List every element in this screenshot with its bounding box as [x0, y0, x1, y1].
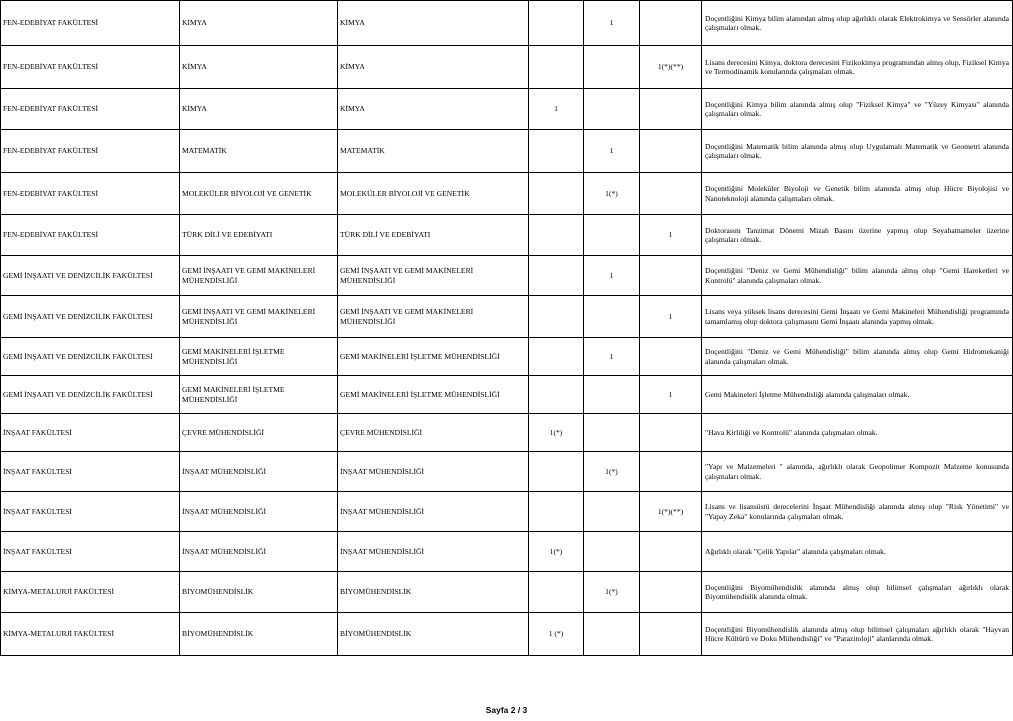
faculty-cell: İNŞAAT FAKÜLTESİ — [1, 414, 180, 452]
table-row — [1, 130, 1013, 173]
assistant-professor-count-cell — [640, 452, 702, 492]
faculty-cell: İNŞAAT FAKÜLTESİ — [1, 532, 180, 572]
professor-count-cell — [529, 376, 584, 414]
requirement-cell: Doçentliğini Kimya bilim alanında almış olup "Fiziksel Kimya" ve "Yüzey Kimyası" alanında çalışmaları olmak. — [702, 89, 1013, 130]
professor-count-cell — [529, 492, 584, 532]
requirement-cell: Doçentliğini Biyomühendislik alanında almış olup bilimsel çalışmaları ağırlıklı olarak "Hayvan Hücre Kültürü ve Doku Mühendisliği" ve "Parazitoloji" alanlarında olmak. — [702, 613, 1013, 656]
requirement-cell: Lisans veya yüksek lisans derecesini Gemi İnşaatı ve Gemi Makineleri Mühendisliği programında tamamlamış olup doktora çalışmasını Gemi İnşaatı alanında yapmış olmak. — [702, 296, 1013, 338]
faculty-cell: FEN-EDEBİYAT FAKÜLTESİ — [1, 46, 180, 89]
division-cell: GEMİ MAKİNELERİ İŞLETME MÜHENDİSLİĞİ — [338, 376, 529, 414]
associate-professor-count-cell — [584, 296, 640, 338]
associate-professor-count-cell: 1(*) — [584, 572, 640, 613]
associate-professor-count-cell: 1 — [584, 256, 640, 296]
assistant-professor-count-cell — [640, 532, 702, 572]
division-cell: GEMİ MAKİNELERİ İŞLETME MÜHENDİSLİĞİ — [338, 338, 529, 376]
division-cell: KİMYA — [338, 1, 529, 46]
professor-count-cell — [529, 296, 584, 338]
assistant-professor-count-cell — [640, 89, 702, 130]
division-cell: GEMİ İNŞAATI VE GEMİ MAKİNELERİ MÜHENDİSLİĞİ — [338, 256, 529, 296]
associate-professor-count-cell — [584, 613, 640, 656]
table-row — [1, 613, 1013, 656]
division-cell: İNŞAAT MÜHENDİSLİĞİ — [338, 532, 529, 572]
table-row — [1, 572, 1013, 613]
assistant-professor-count-cell — [640, 572, 702, 613]
assistant-professor-count-cell: 1 — [640, 296, 702, 338]
professor-count-cell — [529, 1, 584, 46]
division-cell: ÇEVRE MÜHENDİSLİĞİ — [338, 414, 529, 452]
requirement-cell: Lisans derecesini Kimya, doktora derecesini Fizikokimya programından almış olup, Fiziksel Kimya ve Termodinamik konularında çalışmaları olmak. — [702, 46, 1013, 89]
faculty-cell: GEMİ İNŞAATI VE DENİZCİLİK FAKÜLTESİ — [1, 376, 180, 414]
requirement-cell: Gemi Makineleri İşletme Mühendisliği alanında çalışmaları olmak. — [702, 376, 1013, 414]
department-cell: KİMYA — [180, 89, 338, 130]
requirement-cell: Doçentliğini Matematik bilim alanında almış olup Uygulamalı Matematik ve Geometri alanında çalışmaları olmak. — [702, 130, 1013, 173]
assistant-professor-count-cell — [640, 256, 702, 296]
page-number: Sayfa 2 / 3 — [485, 705, 528, 715]
professor-count-cell — [529, 338, 584, 376]
department-cell: KİMYA — [180, 46, 338, 89]
department-cell: GEMİ MAKİNELERİ İŞLETME MÜHENDİSLİĞİ — [180, 376, 338, 414]
assistant-professor-count-cell: 1 — [640, 215, 702, 256]
division-cell: İNŞAAT MÜHENDİSLİĞİ — [338, 452, 529, 492]
division-cell: KİMYA — [338, 89, 529, 130]
table-row — [1, 1, 1013, 46]
assistant-professor-count-cell — [640, 613, 702, 656]
table-row — [1, 89, 1013, 130]
table-row — [1, 532, 1013, 572]
faculty-cell: FEN-EDEBİYAT FAKÜLTESİ — [1, 130, 180, 173]
division-cell: İNŞAAT MÜHENDİSLİĞİ — [338, 492, 529, 532]
professor-count-cell: 1 — [529, 89, 584, 130]
professor-count-cell: 1 (*) — [529, 613, 584, 656]
requirement-cell: Ağırlıklı olarak "Çelik Yapılar" alanında çalışmaları olmak. — [702, 532, 1013, 572]
faculty-cell: İNŞAAT FAKÜLTESİ — [1, 452, 180, 492]
associate-professor-count-cell — [584, 532, 640, 572]
table-row — [1, 492, 1013, 532]
division-cell: TÜRK DİLİ VE EDEBİYATI — [338, 215, 529, 256]
requirement-cell: Doçentliğini Biyomühendislik alanında almış olup bilimsel çalışmaları ağırlıklı olarak Biyomühendislik alanında olmak. — [702, 572, 1013, 613]
faculty-cell: FEN-EDEBİYAT FAKÜLTESİ — [1, 1, 180, 46]
associate-professor-count-cell — [584, 215, 640, 256]
table-row — [1, 256, 1013, 296]
faculty-cell: GEMİ İNŞAATI VE DENİZCİLİK FAKÜLTESİ — [1, 338, 180, 376]
department-cell: BİYOMÜHENDİSLİK — [180, 613, 338, 656]
associate-professor-count-cell: 1(*) — [584, 173, 640, 215]
faculty-cell: FEN-EDEBİYAT FAKÜLTESİ — [1, 173, 180, 215]
associate-professor-count-cell: 1 — [584, 338, 640, 376]
requirement-cell: Doçentliğini "Deniz ve Gemi Mühendisliği" bilim alanında almış olup Gemi Hidromekaniği alanında çalışmaları olmak. — [702, 338, 1013, 376]
division-cell: BİYOMÜHENDİSLİK — [338, 572, 529, 613]
faculty-cell: İNŞAAT FAKÜLTESİ — [1, 492, 180, 532]
table-row — [1, 414, 1013, 452]
department-cell: BİYOMÜHENDİSLİK — [180, 572, 338, 613]
assistant-professor-count-cell — [640, 338, 702, 376]
faculty-cell: KİMYA-METALURJİ FAKÜLTESİ — [1, 613, 180, 656]
assistant-professor-count-cell: 1(*)(**) — [640, 46, 702, 89]
professor-count-cell — [529, 215, 584, 256]
table-row — [1, 46, 1013, 89]
faculty-cell: FEN-EDEBİYAT FAKÜLTESİ — [1, 215, 180, 256]
department-cell: İNŞAAT MÜHENDİSLİĞİ — [180, 452, 338, 492]
department-cell: KİMYA — [180, 1, 338, 46]
division-cell: GEMİ İNŞAATI VE GEMİ MAKİNELERİ MÜHENDİSLİĞİ — [338, 296, 529, 338]
professor-count-cell: 1(*) — [529, 532, 584, 572]
assistant-professor-count-cell — [640, 173, 702, 215]
table-row — [1, 376, 1013, 414]
associate-professor-count-cell — [584, 376, 640, 414]
requirement-cell: "Hava Kirliliği ve Kontrolü" alanında çalışmaları olmak. — [702, 414, 1013, 452]
department-cell: GEMİ İNŞAATI VE GEMİ MAKİNELERİ MÜHENDİSLİĞİ — [180, 256, 338, 296]
requirement-cell: Doktorasını Tanzimat Dönemi Mizah Basını üzerine yapmış olup Seyahatnameler üzerine çalışmaları olmak. — [702, 215, 1013, 256]
professor-count-cell — [529, 256, 584, 296]
division-cell: MATEMATİK — [338, 130, 529, 173]
division-cell: MOLEKÜLER BİYOLOJİ VE GENETİK — [338, 173, 529, 215]
associate-professor-count-cell: 1(*) — [584, 452, 640, 492]
department-cell: GEMİ İNŞAATI VE GEMİ MAKİNELERİ MÜHENDİSLİĞİ — [180, 296, 338, 338]
faculty-cell: GEMİ İNŞAATI VE DENİZCİLİK FAKÜLTESİ — [1, 256, 180, 296]
division-cell: BİYOMÜHENDİSLİK — [338, 613, 529, 656]
division-cell: KİMYA — [338, 46, 529, 89]
requirement-cell: Doçentliğini "Deniz ve Gemi Mühendisliği" bilim alanında almış olup "Gemi Hareketleri ve Kontrolü" alanında çalışmaları olmak. — [702, 256, 1013, 296]
faculty-cell: KİMYA-METALURJİ FAKÜLTESİ — [1, 572, 180, 613]
associate-professor-count-cell — [584, 89, 640, 130]
associate-professor-count-cell — [584, 46, 640, 89]
assistant-professor-count-cell — [640, 130, 702, 173]
requirement-cell: "Yapı ve Malzemeleri " alanında, ağırlıklı olarak Geopolimer Kompozit Malzeme konusunda çalışmaları olmak. — [702, 452, 1013, 492]
assistant-professor-count-cell: 1 — [640, 376, 702, 414]
requirement-cell: Lisans ve lisansüstü derecelerini İnşaat Mühendisliği alanında almış olup "Risk Yönetimi" ve "Yapay Zeka" konularında çalışmaları olmak. — [702, 492, 1013, 532]
professor-count-cell — [529, 452, 584, 492]
department-cell: GEMİ MAKİNELERİ İŞLETME MÜHENDİSLİĞİ — [180, 338, 338, 376]
professor-count-cell — [529, 46, 584, 89]
table-row — [1, 215, 1013, 256]
assistant-professor-count-cell — [640, 414, 702, 452]
associate-professor-count-cell: 1 — [584, 130, 640, 173]
associate-professor-count-cell — [584, 492, 640, 532]
faculty-cell: GEMİ İNŞAATI VE DENİZCİLİK FAKÜLTESİ — [1, 296, 180, 338]
professor-count-cell: 1(*) — [529, 414, 584, 452]
table-row — [1, 173, 1013, 215]
department-cell: MOLEKÜLER BİYOLOJİ VE GENETİK — [180, 173, 338, 215]
professor-count-cell — [529, 173, 584, 215]
table-row — [1, 452, 1013, 492]
requirement-cell: Doçentliğini Kimya bilim alanından almış olup ağırlıklı olarak Elektrokimya ve Sensörler alanında çalışmaları olmak. — [702, 1, 1013, 46]
requirement-cell: Doçentliğini Moleküler Biyoloji ve Genetik bilim alanında almış olup Hücre Biyolojisi ve Nanoteknoloji alanında çalışmaları olmak. — [702, 173, 1013, 215]
associate-professor-count-cell: 1 — [584, 1, 640, 46]
department-cell: TÜRK DİLİ VE EDEBİYATI — [180, 215, 338, 256]
assistant-professor-count-cell — [640, 1, 702, 46]
assistant-professor-count-cell: 1(*)(**) — [640, 492, 702, 532]
professor-count-cell — [529, 130, 584, 173]
department-cell: ÇEVRE MÜHENDİSLİĞİ — [180, 414, 338, 452]
associate-professor-count-cell — [584, 414, 640, 452]
faculty-cell: FEN-EDEBİYAT FAKÜLTESİ — [1, 89, 180, 130]
professor-count-cell — [529, 572, 584, 613]
department-cell: İNŞAAT MÜHENDİSLİĞİ — [180, 532, 338, 572]
table-row — [1, 338, 1013, 376]
department-cell: MATEMATİK — [180, 130, 338, 173]
department-cell: İNŞAAT MÜHENDİSLİĞİ — [180, 492, 338, 532]
table-row — [1, 296, 1013, 338]
